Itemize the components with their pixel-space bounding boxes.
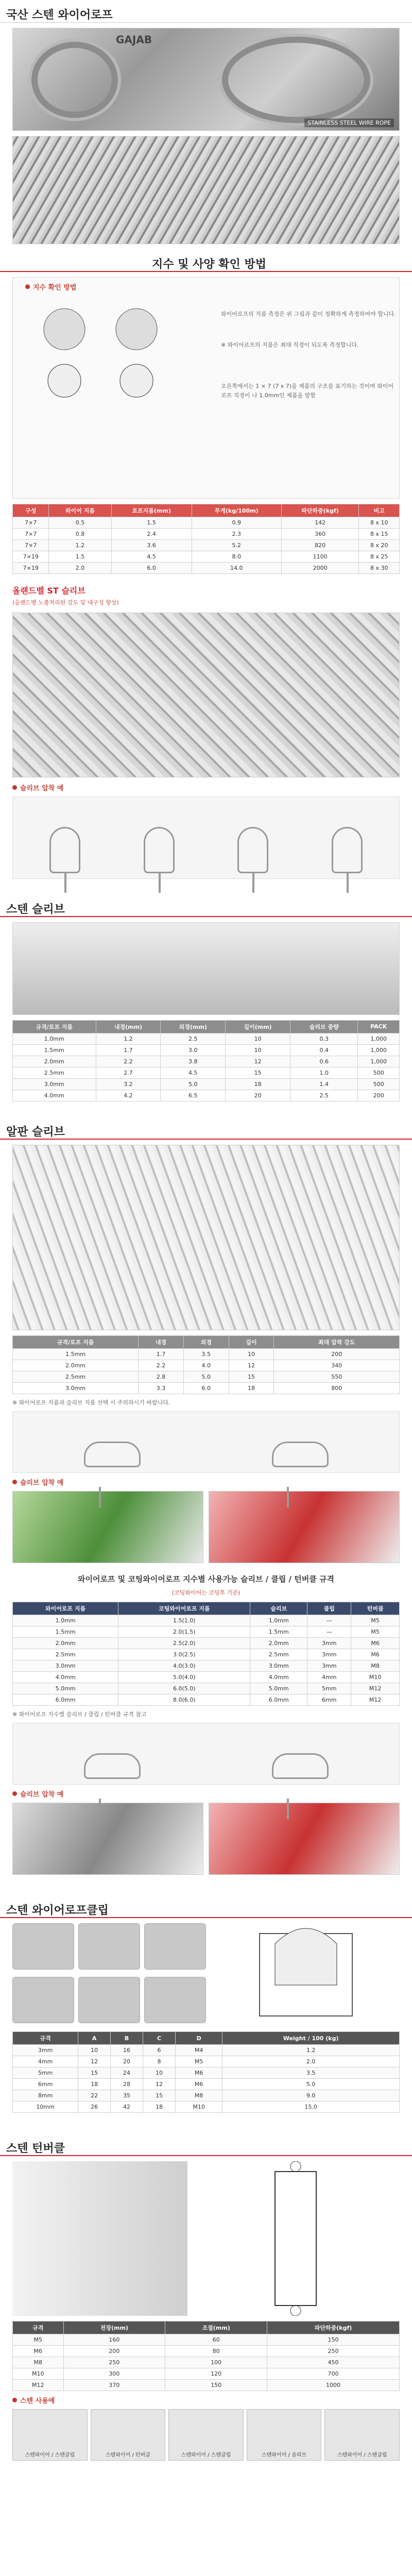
wrong-measure-icon bbox=[116, 309, 157, 350]
table-row: 10mm 26 42 18 M10 15.0 bbox=[13, 2102, 400, 2113]
sleeve-subtitle: (올랜드벨 노출처리된 강도 및 내구성 향상) bbox=[12, 599, 119, 606]
table-row: 3mm 10 16 6 M4 1.2 bbox=[13, 2045, 400, 2056]
photo-label: STAINLESS STEEL WIRE ROPE bbox=[304, 118, 394, 127]
steel-crimp-photo bbox=[12, 1803, 203, 1875]
wire-loop-icon bbox=[49, 827, 80, 873]
wire-clip-image bbox=[78, 1977, 140, 2023]
green-coated-crimp-photo bbox=[12, 1491, 203, 1563]
red-coated-crimp-photo bbox=[209, 1803, 400, 1875]
usage-example-grid bbox=[12, 2409, 400, 2461]
rope-cross-section-icon bbox=[48, 364, 81, 397]
eye-hook-icon bbox=[290, 2306, 301, 2316]
crimp-caption: 슬리브 압착 예 bbox=[20, 1479, 64, 1487]
table-row: 5.0mm 6.0(5.0) 5.0mm 5mm M12 bbox=[13, 1683, 400, 1694]
spec-note-1: 와이어로프의 지름 측정은 위 그림과 같이 정확하게 측정하여야 합니다. bbox=[221, 311, 396, 317]
spec-note-2: ※ 와이어로프의 지름은 최대 직경이 되도록 측정합니다. bbox=[221, 342, 359, 348]
correct-measure-icon bbox=[44, 309, 85, 350]
compat-note: ※ 와이어로프 지수별 슬리브 / 클립 / 턴버클 규격 참고 bbox=[12, 1710, 147, 1718]
bullet-icon bbox=[25, 284, 30, 289]
turnbuckle-body-icon bbox=[275, 2172, 316, 2306]
measurement-diagram bbox=[23, 298, 198, 401]
steel-sleeve-table: 규격/로프 지름 내경(mm) 외경(mm) 길이(mm) 슬리브 중량 PACK 1.0mm 1.2 2.5 10 0.3 1,000 1.5mm 1.7 3.0 10 0.4 1,000 2.0mm 2.2 3.8 12 0.6 1,000 2.5mm 2.7 4.5 15 1.0 500 3.0mm 3.2 5.0 18 1.4 500 4.0mm 4.2 6.5 20 2.5 200 bbox=[12, 1020, 400, 1101]
compat-title: 와이어로프 및 코팅와이어로프 지수별 사용가능 슬리브 / 클립 / 턴버클 규격 bbox=[78, 1574, 334, 1584]
steel-sleeve-title: 스텐 슬리브 bbox=[0, 894, 412, 917]
wire-clip-image bbox=[144, 1977, 206, 2023]
wire-closeup-photo bbox=[12, 136, 400, 244]
table-row: M10 300 120 700 bbox=[13, 2368, 400, 2380]
crimp-caption: 슬리브 압착 예 bbox=[20, 1791, 64, 1799]
section-steel-sleeve bbox=[0, 894, 412, 1101]
table-row: 4mm 12 20 8 M5 2.0 bbox=[13, 2056, 400, 2067]
wire-loop-icon bbox=[272, 1442, 329, 1467]
table-row: 2.5mm 2.7 4.5 15 1.0 500 bbox=[13, 1067, 400, 1078]
table-row: M5 160 60 150 bbox=[13, 2334, 400, 2346]
wire-clip-image bbox=[12, 1977, 74, 2023]
wire-clip-image bbox=[12, 1923, 74, 1970]
coil-image bbox=[28, 39, 121, 121]
table-row: 2.5mm 2.8 5.0 15 550 bbox=[13, 1371, 400, 1382]
steel-sleeve-photo bbox=[12, 922, 400, 1015]
spec-structure-note: 오른쪽에서는 1 × 7 (7 x 7)을 제품의 구조를 표기하는 것이며 와이어로프 직경이 나 1.0mm인 제품을 말함 bbox=[221, 383, 394, 399]
bullet-icon bbox=[12, 1480, 17, 1484]
al-sleeve-table: 규격/로프 지름 내경 외경 길이 최대 압착 강도 1.5mm 1.7 3.5 10 200 2.0mm 2.2 4.0 12 340 2.5mm 2.8 5.0 15 550 3.0mm 3.3 6.0 18 800 bbox=[12, 1335, 400, 1394]
section-spec bbox=[0, 249, 412, 574]
wire-loop-icon bbox=[332, 827, 363, 873]
turnbuckle-diagram bbox=[198, 2161, 393, 2316]
spec-subtitle: 지수 확인 방법 bbox=[33, 284, 77, 292]
u-bolt-icon bbox=[275, 1928, 337, 1985]
crimp-photo-pair bbox=[12, 1491, 400, 1563]
section-wire-clip bbox=[0, 1895, 412, 2113]
table-row: 1.5mm 1.7 3.5 10 200 bbox=[13, 1348, 400, 1360]
coil-image bbox=[219, 33, 373, 126]
rope-cross-section-icon bbox=[120, 364, 153, 397]
table-header-row: 구성 와이어 지름 로프지름(mm) 무게(kg/100m) 파단하중(kgf) 비고 bbox=[13, 504, 400, 517]
table-row: 7×7 1.2 3.6 5.2 820 8 x 20 bbox=[13, 540, 400, 551]
sleeve-title: 올랜드벨 ST 슬리브 bbox=[12, 586, 85, 596]
table-row: 4.0mm 4.2 6.5 20 2.5 200 bbox=[13, 1090, 400, 1101]
wire-clip-image bbox=[78, 1923, 140, 1970]
table-row: 7×7 0.8 2.4 2.3 360 8 x 15 bbox=[13, 529, 400, 540]
turnbuckle-title: 스텐 턴버클 bbox=[0, 2133, 412, 2156]
table-row: M12 370 150 1000 bbox=[13, 2380, 400, 2391]
wire-clip-image bbox=[144, 1923, 206, 1970]
bullet-icon bbox=[12, 1791, 17, 1796]
al-sleeve-title: 알판 슬리브 bbox=[0, 1117, 412, 1140]
table-row: 5mm 15 24 10 M6 3.5 bbox=[13, 2067, 400, 2079]
section-compat-table bbox=[0, 1573, 412, 1875]
table-row: 3.0mm 3.3 6.0 18 800 bbox=[13, 1382, 400, 1394]
al-sleeve-note: ※ 와이어로프 지름과 슬리브 지름 선택 시 주의하시기 바랍니다. bbox=[12, 1399, 170, 1406]
usage-example: 스텐와이어 / 스텐클립 bbox=[12, 2409, 88, 2461]
wire-clip-diagram bbox=[229, 1923, 383, 2026]
table-row: 2.0mm 2.2 4.0 12 340 bbox=[13, 1360, 400, 1371]
eye-hook-icon bbox=[290, 2161, 301, 2172]
compat-subtitle: (코팅와이어는 코팅후 기준) bbox=[171, 1589, 241, 1597]
wire-clip-photos bbox=[12, 1923, 218, 2026]
table-row: 6mm 18 28 12 M6 5.0 bbox=[13, 2079, 400, 2090]
table-row: 6.0mm 8.0(6.0) 6.0mm 6mm M12 bbox=[13, 1694, 400, 1705]
brand-logo: GAJAB bbox=[116, 33, 152, 46]
spec-title: 지수 및 사양 확인 방법 bbox=[0, 249, 412, 272]
wire-loop-icon bbox=[144, 827, 175, 873]
table-row: 8mm 22 35 15 M8 9.0 bbox=[13, 2090, 400, 2102]
wire-clip-title: 스텐 와이어로프클립 bbox=[0, 1895, 412, 1918]
table-row: 1.0mm 1.5(1.0) 1.0mm — M5 bbox=[13, 1615, 400, 1626]
al-sleeve-photo bbox=[12, 1145, 400, 1330]
wire-loop-icon bbox=[272, 1753, 329, 1779]
section-wire-rope bbox=[0, 0, 412, 244]
table-row: 2.5mm 3.0(2.5) 2.5mm 3mm M6 bbox=[13, 1649, 400, 1660]
section-al-sleeve bbox=[0, 1117, 412, 1564]
table-row: 7×7 0.5 1.5 0.9 142 8 x 10 bbox=[13, 517, 400, 529]
turnbuckle-photo bbox=[12, 2161, 187, 2316]
section-turnbuckle bbox=[0, 2133, 412, 2461]
crimp-caption: 슬리브 압착 예 bbox=[20, 784, 64, 792]
usage-example: 스텐와이어 / 스텐클립 bbox=[324, 2409, 400, 2461]
table-row: 2.0mm 2.2 3.8 12 0.6 1,000 bbox=[13, 1056, 400, 1067]
usage-example-title: 스텐 사용예 bbox=[20, 2397, 55, 2405]
section-title: 국산 스텐 와이어로프 bbox=[0, 0, 412, 23]
table-row: 7×19 1.5 4.5 8.0 1100 8 x 25 bbox=[13, 551, 400, 563]
usage-example: 스텐와이어 / 스텐클립 bbox=[168, 2409, 244, 2461]
wire-loop-icon bbox=[84, 1753, 141, 1779]
wire-clip-table: 규격 A B C D Weight / 100 (kg) 3mm 10 16 6 M4 1.2 4mm 12 20 8 M5 2.0 5mm 15 24 10 M6 3.5 6mm 18 28 12 M6 5.0 8mm 22 35 15 M8 9.0 10mm 26 42 18 M10 15.0 bbox=[12, 2031, 400, 2113]
spec-table bbox=[12, 504, 400, 574]
wire-loop-icon bbox=[237, 827, 268, 873]
table-row: 7×19 2.0 6.0 14.0 2000 8 x 30 bbox=[13, 563, 400, 574]
table-row: 2.0mm 2.5(2.0) 2.0mm 3mm M6 bbox=[13, 1637, 400, 1649]
bullet-icon bbox=[12, 785, 17, 790]
crimp-example-photo bbox=[12, 1411, 400, 1473]
table-row: 1.5mm 1.7 3.0 10 0.4 1,000 bbox=[13, 1044, 400, 1056]
table-row: 3.0mm 4.0(3.0) 3.0mm 3mm M8 bbox=[13, 1660, 400, 1671]
table-row: 1.5mm 2.0(1.5) 1.5mm — M5 bbox=[13, 1626, 400, 1637]
wire-loop-icon bbox=[84, 1442, 141, 1467]
bullet-icon bbox=[12, 2398, 17, 2402]
table-row: M8 250 100 450 bbox=[13, 2357, 400, 2368]
wire-rope-photo bbox=[12, 28, 400, 131]
turnbuckle-table: 규격 전장(mm) 조절(mm) 파단하중(kgf) M5 160 60 150 M6 200 80 250 M8 250 100 450 M10 300 120 700 M12 370 150 1000 bbox=[12, 2321, 400, 2391]
sleeve-photo bbox=[12, 613, 400, 777]
crimp-example-photo bbox=[12, 796, 400, 879]
crimp-example-photo bbox=[12, 1723, 400, 1785]
compat-table: 와이어로프 지름 코팅와이어로프 지름 슬리브 클립 턴버클 1.0mm 1.5(1.0) 1.0mm — M5 1.5mm 2.0(1.5) 1.5mm — M5 2.0mm 2.5(2.0) 2.0mm 3mm M6 2.5mm 3.0(2.5) 2.5mm 3mm M6 3.0mm 4.0(3.0) 3.0mm 3mm M8 4.0mm 5.0(4.0) 4.0mm 4mm M10 5.0mm 6.0(5.0) 5.0mm 5mm M12 6.0mm 8.0(6.0) 6.0mm 6mm M12 bbox=[12, 1602, 400, 1706]
usage-example: 스텐와이어 / 턴버클 bbox=[91, 2409, 166, 2461]
usage-example: 스텐와이어 / 슬리브 bbox=[247, 2409, 322, 2461]
table-row: 4.0mm 5.0(4.0) 4.0mm 4mm M10 bbox=[13, 1671, 400, 1683]
table-row: 1.0mm 1.2 2.5 10 0.3 1,000 bbox=[13, 1033, 400, 1044]
table-row: 3.0mm 3.2 5.0 18 1.4 500 bbox=[13, 1078, 400, 1090]
section-orland-sleeve bbox=[0, 584, 412, 879]
table-row: M6 200 80 250 bbox=[13, 2346, 400, 2357]
red-coated-crimp-photo bbox=[209, 1491, 400, 1563]
spec-diagram bbox=[12, 277, 400, 499]
crimp-photo-pair bbox=[12, 1803, 400, 1875]
